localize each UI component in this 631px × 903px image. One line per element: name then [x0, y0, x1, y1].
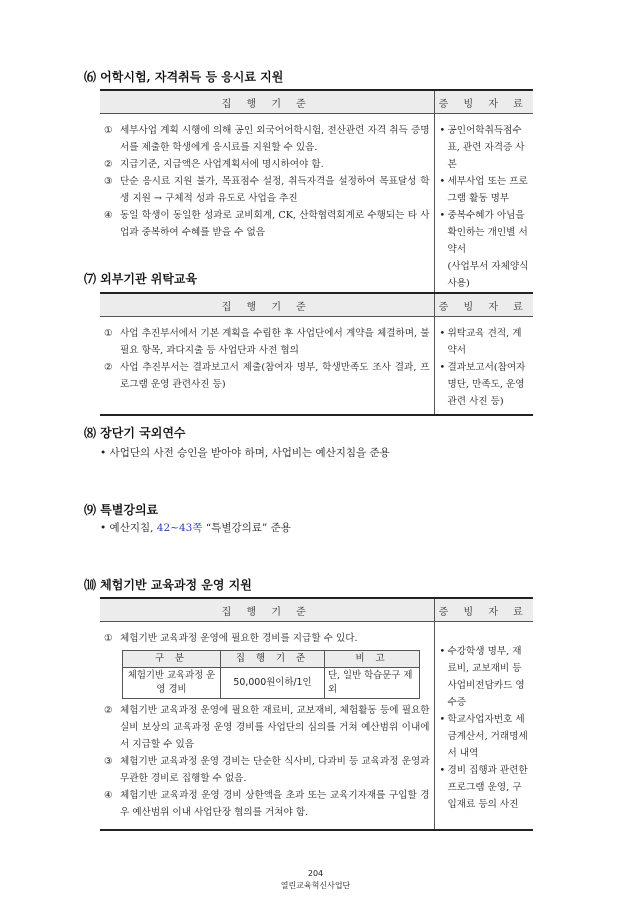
inner-header-criteria: 집 행 기 준	[221, 651, 325, 668]
criteria-header: 집 행 기 준	[100, 90, 434, 114]
section-6-table	[100, 89, 533, 298]
evidence-item: • 공인어학취득점수표, 관련 자격증 사본	[439, 125, 525, 170]
inner-header-note: 비 고	[325, 651, 420, 668]
section-9-title: ⑼ 특별강의료	[84, 503, 159, 517]
evidence-cell	[434, 317, 533, 416]
criteria-item: ② 사업 추진부서는 결과보고서 제출(참여자 명부, 학생만족도 조사 결과, 프로그램 운영 관련사진 등)	[104, 362, 430, 390]
section-8-body: 사업단의 사전 승인을 받아야 하며, 사업비는 예산지침을 준용	[109, 447, 390, 459]
section-9-body-before: 예산지침,	[109, 522, 157, 534]
evidence-item: • 세부사업 또는 프로그램 활동 명부	[439, 176, 528, 204]
evidence-item: • 결과보고서(참여자 명단, 만족도, 운영관련 사진 등)	[439, 362, 526, 407]
footer-org-name: 열린교육혁신사업단	[280, 881, 351, 890]
evidence-header: 증 빙 자 료	[434, 293, 533, 317]
evidence-cell	[434, 114, 533, 298]
criteria-item: ③ 체험기반 교육과정 운영 경비는 단순한 식사비, 다과비 등 교육과정 운영과 무관한 경비로 집행할 수 없음.	[104, 756, 430, 784]
evidence-cell	[434, 622, 533, 831]
criteria-item: ② 체험기반 교육과정 운영에 필요한 재료비, 교보재비, 체험활동 등에 필요한 실비 보상의 교육과정 운영 경비를 사업단의 심의를 거쳐 예산범위 이내에서 지급할 수 있음	[104, 705, 430, 750]
section-7-table	[100, 292, 533, 416]
criteria-item: ② 지급기준, 지급액은 사업계획서에 명시하여야 함.	[104, 159, 324, 170]
section-10-table	[100, 597, 533, 831]
inner-cell-category: 체험기반 교육과정 운영 경비	[123, 668, 221, 699]
evidence-item: (사업부서 자체양식 사용)	[447, 261, 529, 289]
criteria-cell	[100, 317, 434, 416]
criteria-item: ④ 체험기반 교육과정 운영 경비 상한액을 초과 또는 교육기자재를 구입할 경우 예산범위 이내 사업단장 협의를 거쳐야 함.	[104, 790, 430, 818]
inner-header-category: 구 분	[123, 651, 221, 668]
evidence-item: • 위탁교육 견적, 계약서	[439, 328, 522, 356]
section-7-title: ⑺ 외부기관 위탁교육	[84, 272, 198, 286]
bullet: •	[100, 522, 107, 534]
page-reference-link[interactable]: 42~43쪽	[156, 522, 203, 534]
bullet: •	[100, 447, 107, 459]
inner-cell-note: 단, 일반 학습문구 제외	[325, 668, 420, 699]
section-10-title: ⑽ 체험기반 교육과정 운영 지원	[84, 578, 252, 592]
criteria-item: ① 사업 추진부서에서 기본 계획을 수립한 후 사업단에서 계약을 체결하며, 불필요 항목, 과다지출 등 사업단과 사전 협의	[104, 328, 430, 356]
evidence-header: 증 빙 자 료	[434, 598, 533, 622]
criteria-item: ① 체험기반 교육과정 운영에 필요한 경비를 지급할 수 있다.	[104, 633, 358, 644]
criteria-cell	[100, 622, 434, 831]
criteria-header: 집 행 기 준	[100, 293, 434, 317]
evidence-item: • 수강학생 명부, 재료비, 교보재비 등 사업비전담카드 영수증	[439, 645, 525, 708]
evidence-item: • 경비 집행과 관련한 프로그램 운영, 구입재료 등의 사진	[439, 764, 528, 810]
page-number: 204	[307, 869, 324, 878]
section-8-title: ⑻ 장단기 국외연수	[84, 426, 186, 440]
evidence-item: • 학교사업자번호 세금계산서, 거래명세서 내역	[439, 713, 528, 759]
criteria-item: ③ 단순 응시료 지원 불가, 목표점수 설정, 취득자격을 설정하여 목표달성 학생 지원 → 구체적 성과 유도로 사업을 추진	[104, 176, 430, 204]
section-8-text	[100, 445, 390, 460]
criteria-item: ① 세부사업 계획 시행에 의해 공인 외국어어학시험, 전산관련 자격 취득 증명서를 제출한 학생에게 응시료를 지원할 수 있음.	[104, 125, 430, 153]
section-6-title: ⑹ 어학시험, 자격취득 등 응시료 지원	[84, 70, 284, 84]
expense-criteria-table	[122, 650, 420, 699]
evidence-item: • 중복수혜가 아님을 확인하는 개인별 서약서	[439, 210, 528, 255]
evidence-header: 증 빙 자 료	[434, 90, 533, 114]
criteria-item: ④ 동일 학생이 동일한 성과로 교비회계, CK, 산학협력회계로 수행되는 타 사업과 중복하여 수혜를 받을 수 없음	[104, 210, 430, 238]
criteria-header: 집 행 기 준	[100, 598, 434, 622]
section-9-body-after: “특별강의료” 준용	[202, 522, 291, 534]
inner-cell-criteria: 50,000원이하/1인	[221, 668, 325, 699]
section-9-text	[100, 520, 291, 535]
